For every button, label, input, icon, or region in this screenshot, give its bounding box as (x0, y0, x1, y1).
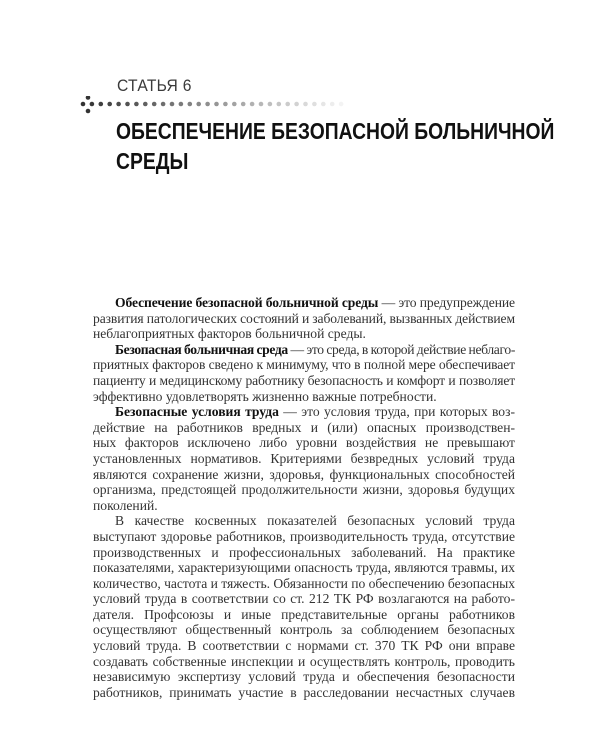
text-line-content: эффективно удовлетворять жизненно важные потребности. (93, 388, 437, 404)
dot (107, 102, 112, 107)
text-line (93, 498, 515, 514)
text-line (93, 513, 515, 529)
text-line (93, 669, 515, 685)
text-line (93, 326, 515, 342)
text-line-content: являются сохранение жизни, здоровья, функциональных способностей (93, 466, 515, 482)
text-line-content: независимую экспертизу условий труда и обеспечения безопасности (93, 669, 515, 685)
text-line (93, 607, 515, 623)
chapter-label: СТАТЬЯ 6 (117, 76, 192, 95)
text-line (93, 482, 515, 498)
dot (250, 102, 255, 107)
defined-term: Безопасные условия труда (115, 404, 279, 420)
text-line (93, 685, 515, 701)
dot (99, 102, 104, 107)
text-line (93, 576, 515, 592)
dot (214, 102, 219, 107)
dot (188, 102, 193, 107)
text-line (93, 357, 515, 373)
dot (294, 102, 299, 107)
text-line-content: условий труда в соответствии со ст. 212 ТК РФ возлагаются на работо- (93, 591, 515, 607)
text-line-content: — это предупреждение (378, 295, 515, 310)
text-line (93, 373, 515, 389)
dot (285, 102, 290, 107)
chapter-title-line: СРЕДЫ (116, 148, 189, 174)
chapter-title (116, 116, 554, 176)
text-line-content: неблагоприятных факторов больничной среды. (93, 326, 366, 342)
text-line-content: осуществляют общественный контроль за соблюдением безопасных (93, 622, 515, 638)
dot (152, 102, 157, 107)
dot (330, 102, 335, 107)
dot (143, 102, 148, 107)
dot (223, 102, 228, 107)
dot (86, 109, 91, 114)
text-line (93, 404, 515, 420)
dot (86, 96, 91, 100)
text-line (93, 545, 515, 561)
text-line (93, 622, 515, 638)
text-line (93, 295, 515, 311)
text-line-content: показателями, характеризующими опасность труда, являются травмы, их (93, 560, 515, 576)
text-line (93, 591, 515, 607)
text-line-content: пациенту и медицинскому работнику безопасность и комфорт и позволяет (93, 372, 515, 388)
text-line-content: выступают здоровье работников, производительность труда, отсутствие (93, 528, 515, 544)
article-body (93, 295, 515, 700)
dot (312, 102, 317, 107)
chapter-title-line: ОБЕСПЕЧЕНИЕ БЕЗОПАСНОЙ БОЛЬНИЧНОЙ (116, 118, 555, 144)
text-line (93, 420, 515, 436)
text-line-content: производственных и профессиональных заболеваний. На практике (93, 544, 515, 560)
text-line (93, 654, 515, 670)
text-line-content: условий труда. В соответствии с нормами ст. 370 ТК РФ они вправе (93, 638, 515, 654)
text-line-content: работников, принимать участие в расследовании несчастных случаев (93, 684, 515, 700)
text-line (93, 560, 515, 576)
dot (205, 102, 210, 107)
dot (116, 102, 121, 107)
defined-term: Безопасная больничная среда (115, 341, 288, 357)
dot (321, 102, 326, 107)
text-line (93, 342, 515, 358)
text-line-content: действие на работников вредных и (или) опасных производствен- (93, 419, 515, 435)
text-line-content: установленных нормативов. Критериями безвредных условий труда (93, 450, 515, 466)
text-line-content: приятных факторов сведено к минимуму, что в полной мере обеспечивает (93, 357, 515, 373)
dot (232, 102, 237, 107)
dot (161, 102, 166, 107)
text-line-content: поколений. (93, 497, 158, 513)
text-line-content: ных факторов исключено либо уровни воздействия не превышают (93, 435, 515, 451)
text-line-content: — это среда, в которой действие неблаго- (287, 341, 516, 357)
text-line-content: организма, предстоящей продолжительности жизни, здоровья будущих (93, 482, 515, 498)
dot (179, 102, 184, 107)
text-line (93, 467, 515, 483)
dot (259, 102, 264, 107)
dot (277, 102, 282, 107)
defined-term: Обеспечение безопасной больничной среды (115, 295, 379, 310)
text-line-content: количество, частота и тяжесть. Обязанности по обеспечению безопасных (93, 575, 515, 591)
text-line (93, 435, 515, 451)
dot (303, 102, 308, 107)
dot (90, 102, 95, 107)
dot (81, 102, 86, 107)
text-line (93, 451, 515, 467)
text-line (93, 389, 515, 405)
dot (125, 102, 130, 107)
text-line-content: создавать собственные инспекции и осуществлять контроль, проводить (93, 653, 515, 669)
dot (268, 102, 273, 107)
dot (196, 102, 201, 107)
dot (241, 102, 246, 107)
dot (339, 102, 344, 107)
dot (134, 102, 139, 107)
dot (170, 102, 175, 107)
text-line (93, 311, 515, 327)
text-line-content: — это условия труда, при которых воз- (278, 404, 515, 420)
text-line-content: дателя. Профсоюзы и иные представительные органы работников (93, 606, 515, 622)
text-line (93, 638, 515, 654)
text-line (93, 529, 515, 545)
text-line-content: развития патологических состояний и заболеваний, вызванных действием (93, 310, 515, 326)
decorative-dots (80, 96, 360, 116)
text-line-content: В качестве косвенных показателей безопасных условий труда (115, 513, 515, 529)
